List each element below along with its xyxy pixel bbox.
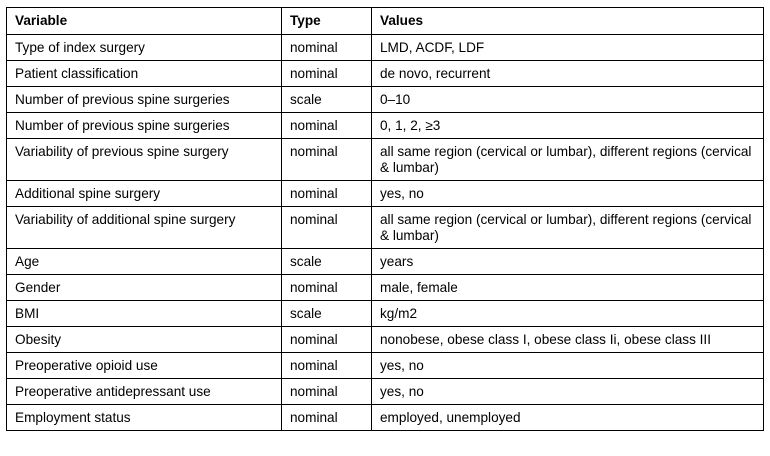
- variable-cell: Employment status: [7, 405, 282, 431]
- values-cell: yes, no: [372, 181, 764, 207]
- values-cell: yes, no: [372, 353, 764, 379]
- variable-cell: Patient classification: [7, 61, 282, 87]
- type-cell: nominal: [282, 405, 372, 431]
- table-row: [7, 139, 764, 181]
- variable-cell: Preoperative opioid use: [7, 353, 282, 379]
- type-cell: nominal: [282, 379, 372, 405]
- type-cell: nominal: [282, 139, 372, 181]
- variable-cell: BMI: [7, 301, 282, 327]
- values-cell: nonobese, obese class I, obese class Ii, obese class III: [372, 327, 764, 353]
- table-row: [7, 353, 764, 379]
- type-cell: nominal: [282, 207, 372, 249]
- values-cell: male, female: [372, 275, 764, 301]
- type-cell: nominal: [282, 353, 372, 379]
- table-row: [7, 275, 764, 301]
- header-variable: Variable: [7, 8, 282, 35]
- table-row: [7, 207, 764, 249]
- values-cell: 0, 1, 2, ≥3: [372, 113, 764, 139]
- table-row: [7, 301, 764, 327]
- header-values: Values: [372, 8, 764, 35]
- values-cell: all same region (cervical or lumbar), different regions (cervical & lumbar): [372, 139, 764, 181]
- table-row: [7, 249, 764, 275]
- variable-cell: Type of index surgery: [7, 35, 282, 61]
- header-type: Type: [282, 8, 372, 35]
- variable-cell: Number of previous spine surgeries: [7, 87, 282, 113]
- table-row: [7, 87, 764, 113]
- type-cell: scale: [282, 301, 372, 327]
- type-cell: scale: [282, 87, 372, 113]
- values-cell: kg/m2: [372, 301, 764, 327]
- values-cell: de novo, recurrent: [372, 61, 764, 87]
- variable-cell: Obesity: [7, 327, 282, 353]
- type-cell: nominal: [282, 275, 372, 301]
- variable-cell: Age: [7, 249, 282, 275]
- table-row: [7, 327, 764, 353]
- variable-cell: Number of previous spine surgeries: [7, 113, 282, 139]
- type-cell: nominal: [282, 327, 372, 353]
- table-row: [7, 35, 764, 61]
- type-cell: scale: [282, 249, 372, 275]
- values-cell: employed, unemployed: [372, 405, 764, 431]
- values-cell: 0–10: [372, 87, 764, 113]
- variable-cell: Variability of additional spine surgery: [7, 207, 282, 249]
- variable-cell: Preoperative antidepressant use: [7, 379, 282, 405]
- variables-table: [6, 7, 764, 431]
- table-row: [7, 405, 764, 431]
- variable-cell: Gender: [7, 275, 282, 301]
- table-row: [7, 113, 764, 139]
- values-cell: LMD, ACDF, LDF: [372, 35, 764, 61]
- type-cell: nominal: [282, 35, 372, 61]
- type-cell: nominal: [282, 113, 372, 139]
- type-cell: nominal: [282, 61, 372, 87]
- table-header-row: [7, 8, 764, 35]
- variable-cell: Variability of previous spine surgery: [7, 139, 282, 181]
- type-cell: nominal: [282, 181, 372, 207]
- values-cell: years: [372, 249, 764, 275]
- table-row: [7, 181, 764, 207]
- table-row: [7, 379, 764, 405]
- values-cell: all same region (cervical or lumbar), different regions (cervical & lumbar): [372, 207, 764, 249]
- table-row: [7, 61, 764, 87]
- variable-cell: Additional spine surgery: [7, 181, 282, 207]
- values-cell: yes, no: [372, 379, 764, 405]
